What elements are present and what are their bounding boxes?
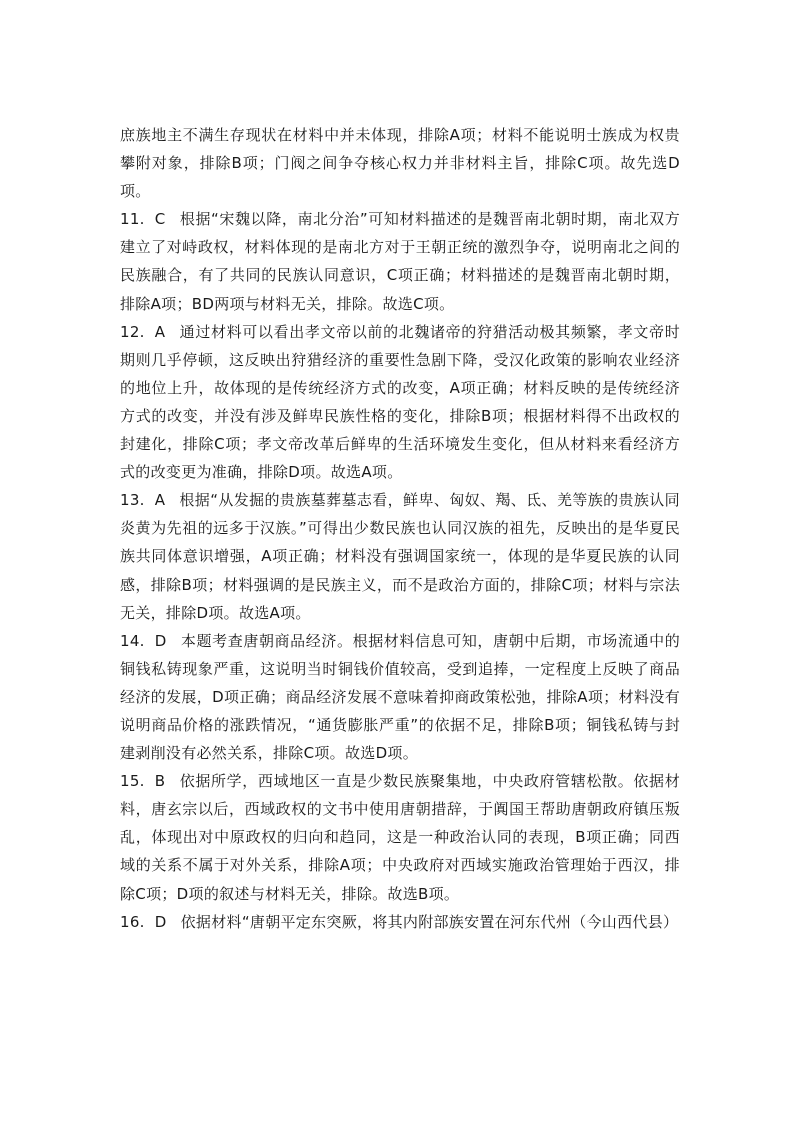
answer-explanations xyxy=(120,121,680,936)
answer-letter: C xyxy=(154,210,166,229)
question-number: 14. xyxy=(120,631,145,650)
answer-letter: A xyxy=(154,322,166,341)
question-number: 13. xyxy=(120,491,145,510)
question-number: 12. xyxy=(120,322,145,341)
paragraph-text: 根据“从发掘的贵族墓葬墓志看，鲜卑、匈奴、羯、氐、羌等族的贵族认同炎黄为先祖的远多于汉族。”可得出少数民族也认同汉族的祖先，反映出的是华夏民族共同体意识增强，A项正确；材料没有强调国家统一，体现的是华夏民族的认同感，排除B项；材料强调的是民族主义，而不是政治方面的，排除C项；材料与宗法无关，排除D项。故选A项。 xyxy=(120,491,680,622)
answer-item-11 xyxy=(120,205,680,317)
question-number: 11. xyxy=(120,210,145,229)
paragraph-text: 根据“宋魏以降，南北分治”可知材料描述的是魏晋南北朝时期，南北双方建立了对峙政权，材料体现的是南北方对于王朝正统的激烈争夺，说明南北之间的民族融合，有了共同的民族认同意识，C项正确；材料描述的是魏晋南北朝时期，排除A项；BD两项与材料无关，排除。故选C项。 xyxy=(120,210,680,313)
paragraph-text: 依据所学，西域地区一直是少数民族聚集地，中央政府管辖松散。依据材料，唐玄宗以后，西域政权的文书中使用唐朝措辞，于阗国王帮助唐朝政府镇压叛乱，体现出对中原政权的归向和趋同，这是一种政治认同的表现，B项正确；同西域的关系不属于对外关系，排除A项；中央政府对西域实施政治管理始于西汉，排除C项；D项的叙述与材料无关，排除。故选B项。 xyxy=(120,772,680,903)
question-number: 15. xyxy=(120,772,145,791)
paragraph-text: 通过材料可以看出孝文帝以前的北魏诸帝的狩猎活动极其频繁，孝文帝时期则几乎停顿，这反映出狩猎经济的重要性急剧下降，受汉化政策的影响农业经济的地位上升，故体现的是传统经济方式的改变，A项正确；材料反映的是传统经济方式的改变，并没有涉及鲜卑民族性格的变化，排除B项；根据材料得不出政权的封建化，排除C项；孝文帝改革后鲜卑的生活环境发生变化，但从材料来看经济方式的改变更为准确，排除D项。故选A项。 xyxy=(120,322,680,482)
answer-letter: D xyxy=(154,631,167,650)
answer-item-14 xyxy=(120,627,680,767)
answer-item-15 xyxy=(120,767,680,907)
answer-item-12 xyxy=(120,318,680,487)
paragraph-text: 本题考查唐朝商品经济。根据材料信息可知，唐朝中后期，市场流通中的铜钱私铸现象严重，这说明当时铜钱价值较高，受到追捧，一定程度上反映了商品经济的发展，D项正确；商品经济发展不意味着抑商政策松弛，排除A项；材料没有说明商品价格的涨跌情况，“通货膨胀严重”的依据不足，排除B项；铜钱私铸与封建剥削没有必然关系，排除C项。故选D项。 xyxy=(120,631,680,763)
answer-letter: A xyxy=(154,491,166,510)
answer-letter: B xyxy=(154,772,166,791)
paragraph-continuation xyxy=(120,121,680,205)
answer-item-13 xyxy=(120,486,680,626)
paragraph-text: 庶族地主不满生存现状在材料中并未体现，排除A项；材料不能说明士族成为权贵攀附对象，排除B项；门阀之间争夺核心权力并非材料主旨，排除C项。故先选D项。 xyxy=(120,126,680,201)
question-number: 16. xyxy=(120,912,145,931)
answer-letter: D xyxy=(154,912,167,931)
paragraph-text: 依据材料“唐朝平定东突厥，将其内附部族安置在河东代州（今山西代县） xyxy=(180,912,679,931)
answer-item-16 xyxy=(120,908,680,936)
